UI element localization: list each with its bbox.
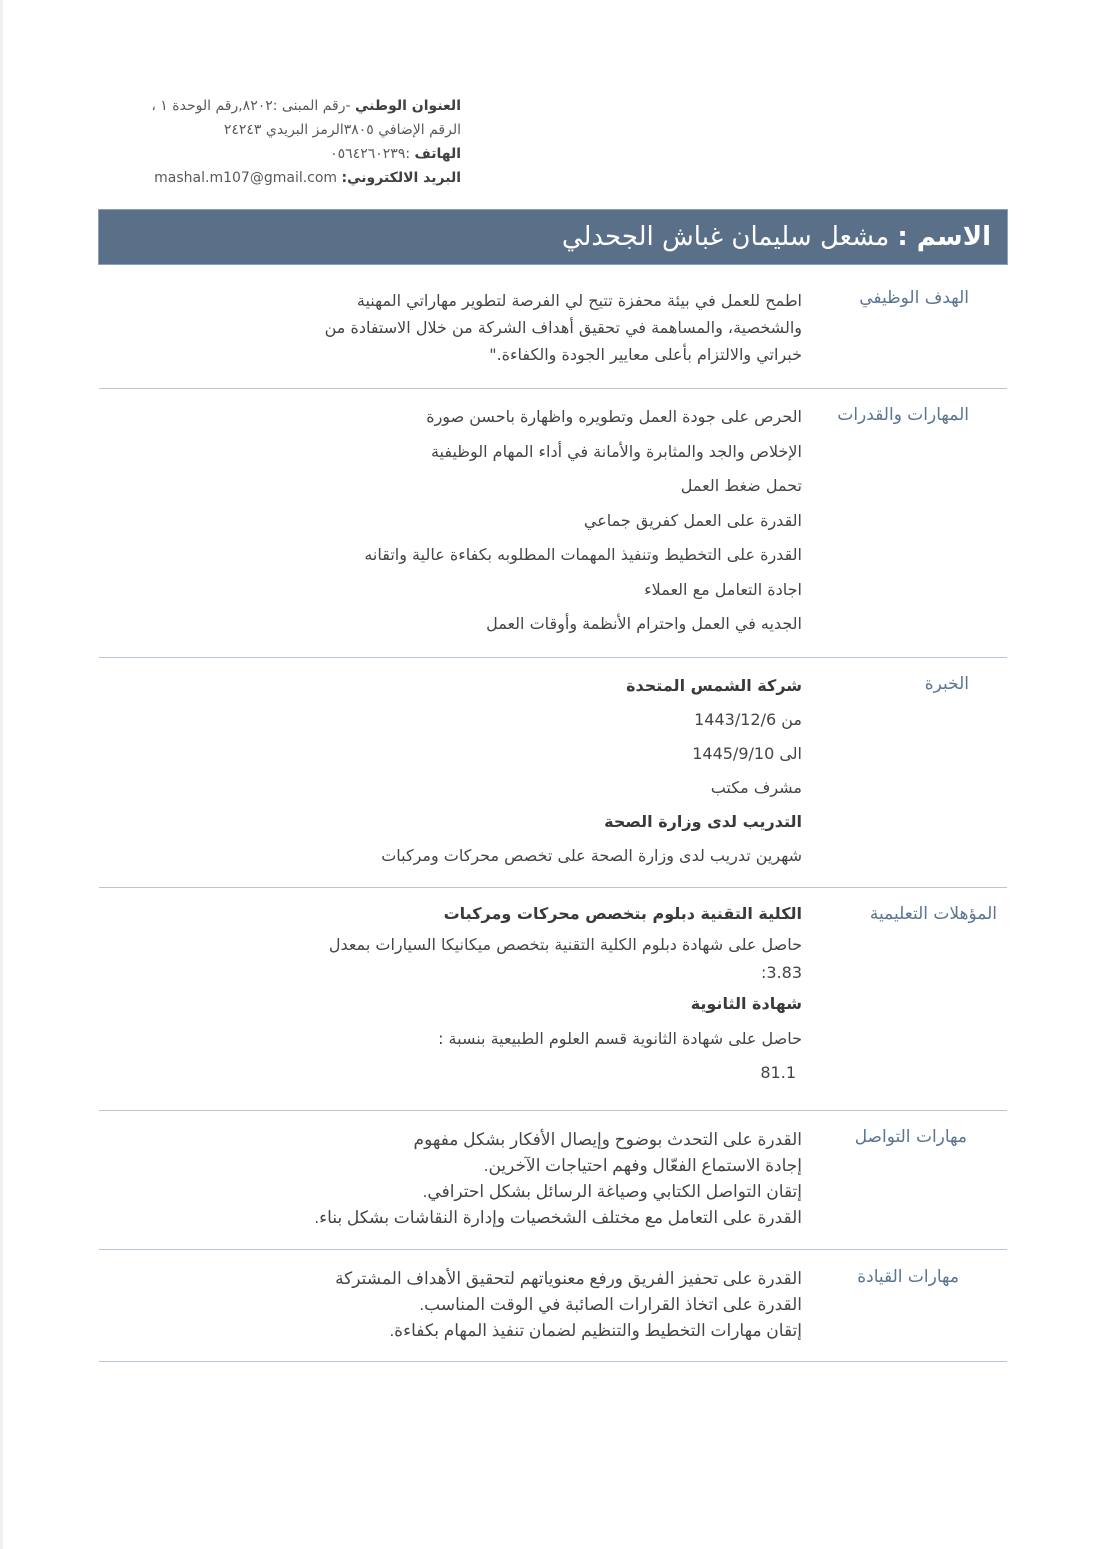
leadership-item: القدرة على اتخاذ القرارات الصائبة في الوقت المناسب.	[419, 1295, 802, 1314]
skills-list	[364, 400, 802, 642]
training-title: التدريب لدى وزارة الصحة	[604, 812, 802, 831]
section-label-experience: الخبرة	[924, 674, 969, 694]
page-edge	[0, 0, 3, 1549]
section-experience	[99, 658, 1007, 888]
skill-item: الحرص على جودة العمل وتطويره واظهارة باحسن صورة	[426, 407, 802, 426]
communication-item: إجادة الاستماع الفعّال وفهم احتياجات الآخرين.	[483, 1156, 802, 1175]
section-skills	[99, 389, 1007, 658]
skill-item: الجديه في العمل واحترام الأنظمة وأوقات العمل	[486, 614, 802, 633]
skill-item: اجادة التعامل مع العملاء	[644, 579, 802, 599]
contact-block	[99, 94, 461, 190]
email-label: البريد الالكتروني:	[341, 170, 461, 186]
skill-item: القدرة على التخطيط وتنفيذ المهمات المطلوبه بكفاءة عالية واتقانه	[364, 545, 802, 564]
skill-item: القدرة على العمل كفريق جماعي	[583, 510, 802, 530]
address-value-1: -رقم المبنى :٨٢٠٢,رقم الوحدة ١ ،	[151, 98, 351, 114]
address-line-2: الرقم الإضافي ٣٨٠٥الرمز البريدي ٢٤٢٤٣	[223, 122, 461, 138]
communication-item: إتقان التواصل الكتابي وصياغة الرسائل بشكل احترافي.	[422, 1182, 802, 1201]
leadership-item: إتقان مهارات التخطيط والتنظيم لضمان تنفيذ المهام بكفاءة.	[389, 1321, 802, 1340]
full-name: مشعل سليمان غباش الجحدلي	[561, 222, 890, 252]
phone-line	[99, 142, 461, 166]
education-content	[329, 900, 802, 1087]
section-leadership	[99, 1250, 1007, 1362]
secondary-description: حاصل على شهادة الثانوية قسم العلوم الطبيعية بنسبة :	[438, 1029, 802, 1048]
address-label: العنوان الوطني	[355, 98, 461, 114]
communication-item: القدرة على التحدث بوضوح وإيصال الأفكار بشكل مفهوم	[413, 1130, 802, 1149]
date-from: من 1443/12/6	[694, 710, 802, 729]
section-label-leadership: مهارات القيادة	[857, 1267, 959, 1287]
section-label-skills: المهارات والقدرات	[837, 405, 969, 425]
job-title: مشرف مكتب	[710, 778, 802, 797]
communication-item: القدرة على التعامل مع مختلف الشخصيات وإدارة النقاشات بشكل بناء.	[314, 1208, 802, 1227]
leadership-list	[335, 1266, 802, 1344]
secondary-score: 81.1	[760, 1063, 796, 1082]
section-label-education: المؤهلات التعليمية	[869, 904, 997, 924]
experience-content	[381, 669, 802, 873]
section-education	[99, 888, 1007, 1111]
section-objective	[99, 283, 1007, 389]
company-name: شركة الشمس المتحدة	[626, 676, 802, 695]
skill-item: الإخلاص والجد والمثابرة والأمانة في أداء المهام الوظيفية	[430, 441, 802, 461]
communication-list	[314, 1127, 802, 1231]
objective-line: والشخصية، والمساهمة في تحقيق أهداف الشركة من خلال الاستفادة من	[324, 318, 802, 337]
secondary-title: شهادة الثانوية	[690, 994, 802, 1013]
name-header-bar	[98, 209, 1008, 265]
diploma-description: حاصل على شهادة دبلوم الكلية التقنية بتخصص ميكانيكا السيارات بمعدل	[328, 935, 802, 954]
diploma-title: الكلية التقنية دبلوم بتخصص محركات ومركبات	[443, 904, 802, 923]
name-label: الاسم :	[897, 222, 991, 252]
phone-label: الهاتف	[414, 146, 461, 162]
leadership-item: القدرة على تحفيز الفريق ورفع معنوياتهم لتحقيق الأهداف المشتركة	[335, 1269, 802, 1288]
phone-value: :٠٥٦٤٢٦٠٢٣٩	[330, 146, 411, 162]
section-communication	[99, 1111, 1007, 1250]
date-to: الى 1445/9/10	[692, 744, 802, 763]
email-value[interactable]: mashal.m107@gmail.com	[154, 170, 338, 186]
diploma-gpa: 3.83:	[760, 963, 802, 982]
objective-line: خبراتي والالتزام بأعلى معايير الجودة والكفاءة."	[489, 345, 802, 364]
email-line	[99, 166, 461, 190]
training-description: شهرين تدريب لدى وزارة الصحة على تخصص محركات ومركبات	[381, 846, 802, 865]
section-label-objective: الهدف الوظيفي	[859, 288, 969, 308]
address-line-1	[99, 94, 461, 118]
objective-line: اطمح للعمل في بيئة محفزة تتيح لي الفرصة لتطوير مهاراتي المهنية	[356, 291, 802, 310]
section-label-communication: مهارات التواصل	[854, 1127, 967, 1147]
skill-item: تحمل ضغط العمل	[680, 476, 802, 495]
objective-text	[325, 287, 802, 368]
